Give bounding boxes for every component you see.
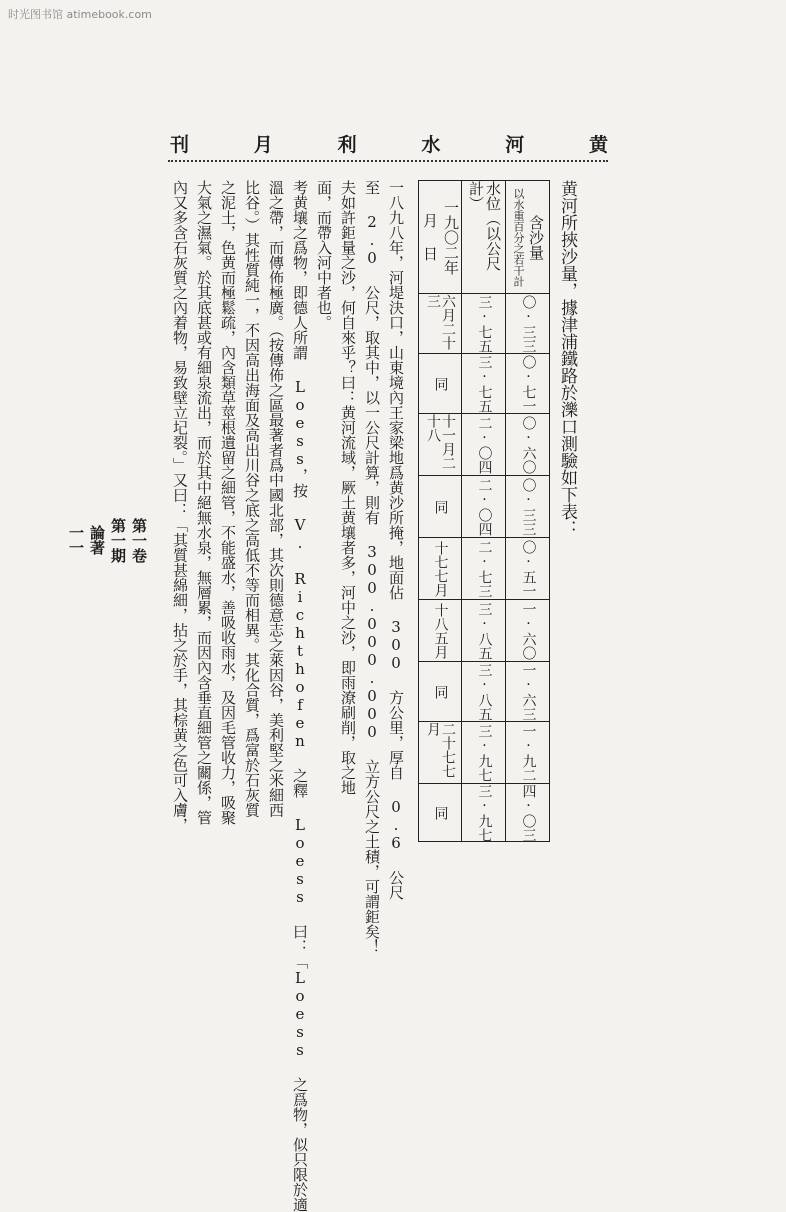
sand-cell: 〇·三三 [506,475,550,538]
margin-info [67,305,150,775]
section-label: 論著 [88,525,106,555]
running-head-char: 水 [421,134,443,156]
date-header: 月 日 一九〇二年 [421,199,460,275]
text-column: 比谷。）其性質純一，不因高出海面及高出川谷之底之高低不等而相異。其化合質，爲富於石灰質 [243,180,261,818]
level-column [461,181,506,841]
text-column: 面，而帶入河中者也。 [315,180,333,330]
running-head-char: 利 [337,134,359,156]
header-rule [168,160,608,162]
sand-cell: 〇·六〇 [506,413,550,476]
date-cell: 同 [419,783,461,842]
text-column: 黄河所挾沙量，據津浦鐵路於濼口測驗如下表： [557,180,577,537]
running-head [170,130,610,157]
running-head-char: 月 [253,134,275,156]
date-cell: 同 [419,661,461,722]
text-column: 溫之帶，而傳佈極廣。（按傳佈之區最著者爲中國北部，其次則德意志之萊因谷，美利堅之米細西 [267,180,285,818]
date-cell: 十八五月 [419,599,461,662]
running-head-char: 黄 [588,134,610,156]
sand-cell: 一·九二 [506,721,550,784]
issue-label: 第一期 [109,517,127,563]
sediment-table [418,180,550,842]
text-column: 考黄壤之爲物，即德人所謂 Loess，按 V. Richthofen 之釋 Loess 曰：「Loess 之爲物，似只限於適 [291,180,309,1212]
running-head-char: 河 [505,134,527,156]
text-column: 大氣之濕氣。於其底甚或有細泉流出，而於其中絕無水泉，無層累，而因內含垂直細管之關係，管 [195,180,213,825]
sand-cell: 〇·五一 [506,537,550,600]
sand-cell: 一·六〇 [506,599,550,662]
date-cell: 十一月二十八 [419,413,461,476]
level-cell: 三·七五 [462,353,506,414]
level-cell: 二·七三 [462,537,506,600]
sand-column [505,181,550,841]
text-column: 至 2.0 公尺，取其中，以一公尺計算，則有 300.000.000 立方公尺之土積，可謂鉅矣！ [363,180,381,954]
running-head-char: 刊 [170,134,192,156]
page-number: 一一 [67,525,85,555]
volume-label: 第一卷 [130,517,148,563]
date-column [419,181,461,841]
date-cell: 二十七七月 [419,721,461,784]
level-cell: 三·八五 [462,599,506,662]
date-cell: 六月二十三 [419,293,461,354]
level-header: 水位（以公尺計） [467,181,502,271]
date-cell: 十七七月 [419,537,461,600]
level-cell: 三·九七 [462,783,506,842]
watermark: 时光图书馆 atimebook.com [8,8,152,21]
text-column: 內又多含石灰質之內着物，易致壁立圮裂。」又曰：「其質甚綿細，拈之於手，其棕黄之色可入膚， [171,180,189,833]
sand-cell: 〇·三三 [506,293,550,354]
date-cell: 同 [419,353,461,414]
level-cell: 二·〇四 [462,413,506,476]
level-cell: 三·八五 [462,661,506,722]
text-column: 之泥土，色黄而極鬆疏，內含類草莖根遺留之細管，不能盛水，善吸收雨水，及因毛管收力，吸聚 [219,180,237,825]
sand-cell: 四·〇三 [506,783,550,842]
level-cell: 三·七五 [462,293,506,354]
level-cell: 二·〇四 [462,475,506,538]
sand-cell: 一·六三 [506,661,550,722]
sand-header: 以水重百分之若干計 含沙量 [512,187,545,287]
date-cell: 同 [419,475,461,538]
sand-cell: 〇·七一 [506,353,550,414]
level-cell: 三·九七 [462,721,506,784]
text-column: 夫如許鉅量之沙，何自來乎？曰：黄河流域，厥土黄壤者多，河中之沙，即雨潦刷削，取之地 [339,180,357,795]
text-column: 一八九八年，河堤決口，山東境內王家梁地爲黄沙所掩，地面佔 300 方公里，厚自 0.6 公尺 [387,180,405,900]
